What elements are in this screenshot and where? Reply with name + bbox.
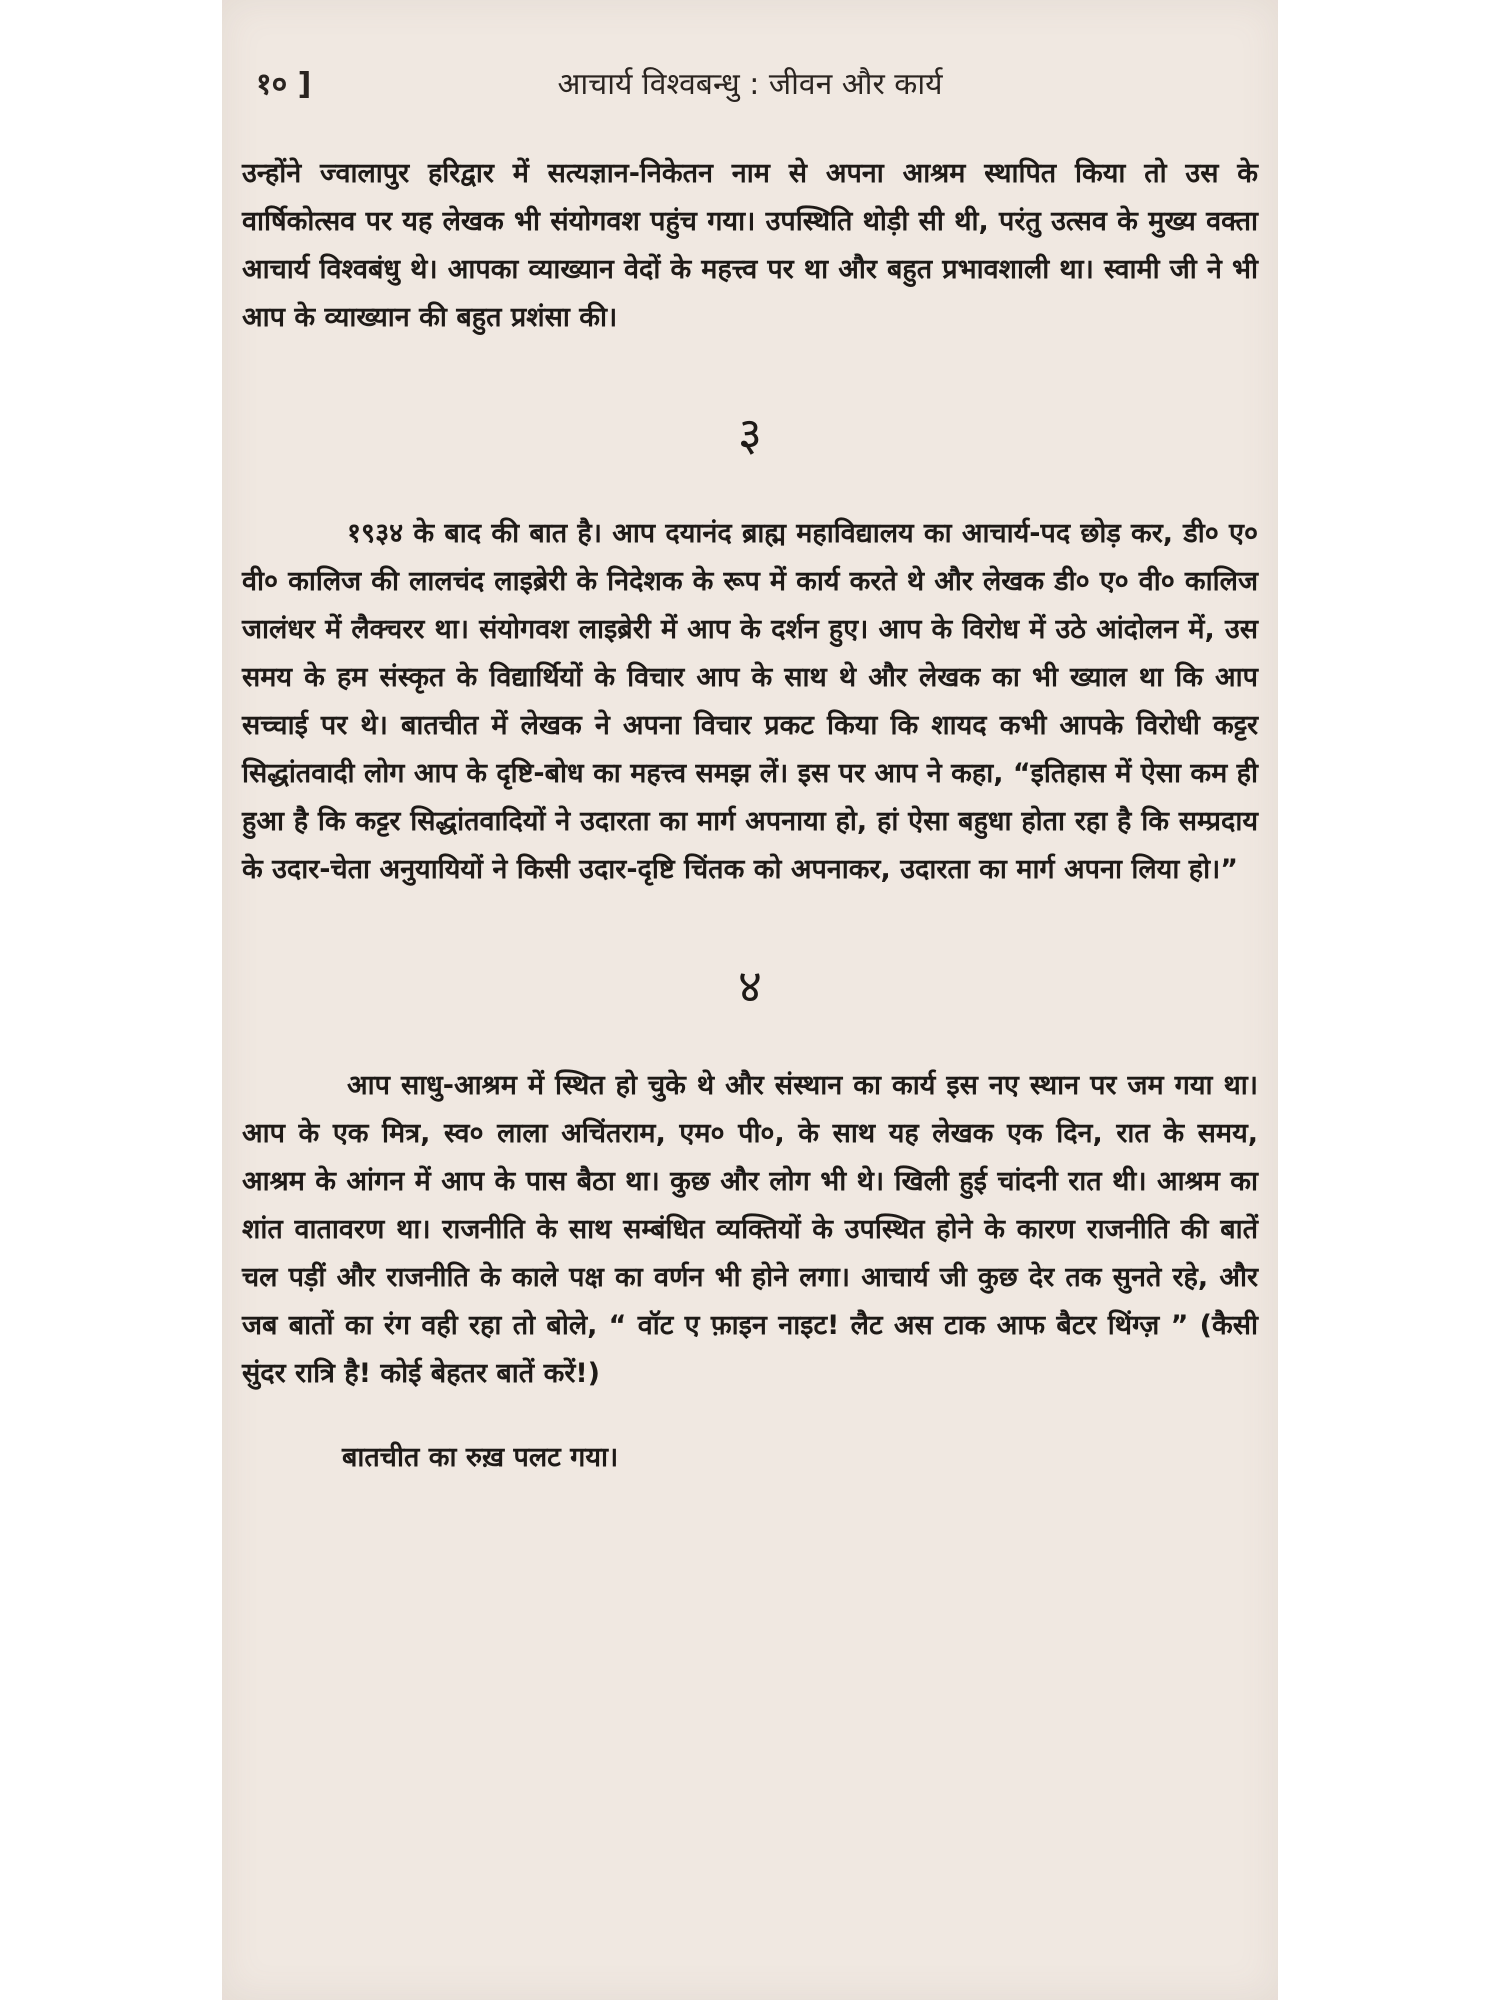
section-intro bbox=[242, 150, 1258, 342]
page-body bbox=[242, 150, 1258, 1482]
running-title: आचार्य विश्वबन्धु : जीवन और कार्य bbox=[557, 67, 943, 102]
section-4 bbox=[242, 956, 1258, 1482]
book-page bbox=[222, 0, 1278, 2000]
paragraph: १९३४ के बाद की बात है। आप दयानंद ब्राह्म महाविद्यालय का आचार्य-पद छोड़ कर, डी० ए० वी० कालिज की लालचंद लाइब्रेरी के निदेशक के रूप में कार्य करते थे और लेखक डी० ए० वी० कालिज जालंधर में लैक्चरर था। संयोगवश लाइब्रेरी में आप के दर्शन हुए। आप के विरोध में उठे आंदोलन में, उस समय के हम संस्कृत के विद्यार्थियों के विचार आप के साथ थे और लेखक का भी ख्याल था कि आप सच्चाई पर थे। बातचीत में लेखक ने अपना विचार प्रकट किया कि शायद कभी आपके विरोधी कट्टर सिद्धांतवादी लोग आप के दृष्टि-बोध का महत्त्व समझ लें। इस पर आप ने कहा, “इतिहास में ऐसा कम ही हुआ है कि कट्टर सिद्धांतवादियों ने उदारता का मार्ग अपनाया हो, हां ऐसा बहुधा होता रहा है कि सम्प्रदाय के उदार-चेता अनुयायियों ने किसी उदार-दृष्टि चिंतक को अपनाकर, उदारता का मार्ग अपना लिया हो।” bbox=[242, 518, 1258, 885]
paragraph: आप साधु-आश्रम में स्थित हो चुके थे और संस्थान का कार्य इस नए स्थान पर जम गया था। आप के एक मित्र, स्व० लाला अचिंतराम, एम० पी०, के साथ यह लेखक एक दिन, रात के समय, आश्रम के आंगन में आप के पास बैठा था। कुछ और लोग भी थे। खिली हुई चांदनी रात थी। आश्रम का शांत वातावरण था। राजनीति के साथ सम्बंधित व्यक्तियों के उपस्थित होने के कारण राजनीति की बातें चल पड़ीं और राजनीति के काले पक्ष का वर्णन भी होने लगा। आचार्य जी कुछ देर तक सुनते रहे, और जब बातों का रंग वही रहा तो बोले, “ वॉट ए फ़ाइन नाइट! लैट अस टाक आफ बैटर थिंग्ज़ ” (कैसी सुंदर रात्रि है! कोई बेहतर बातें करें!) bbox=[242, 1070, 1258, 1389]
section-number: ४ bbox=[738, 959, 762, 1013]
page-number: १० ] bbox=[256, 67, 312, 102]
page-header bbox=[246, 48, 1254, 118]
section-number: ३ bbox=[738, 407, 762, 461]
section-3 bbox=[242, 404, 1258, 894]
paragraph: बातचीत का रुख़ पलट गया। bbox=[342, 1442, 619, 1473]
paragraph: उन्होंने ज्वालापुर हरिद्वार में सत्यज्ञान-निकेतन नाम से अपना आश्रम स्थापित किया तो उस के वार्षिकोत्सव पर यह लेखक भी संयोगवश पहुंच गया। उपस्थिति थोड़ी सी थी, परंतु उत्सव के मुख्य वक्ता आचार्य विश्वबंधु थे। आपका व्याख्यान वेदों के महत्त्व पर था और बहुत प्रभावशाली था। स्वामी जी ने भी आप के व्याख्यान की बहुत प्रशंसा की। bbox=[242, 158, 1258, 333]
